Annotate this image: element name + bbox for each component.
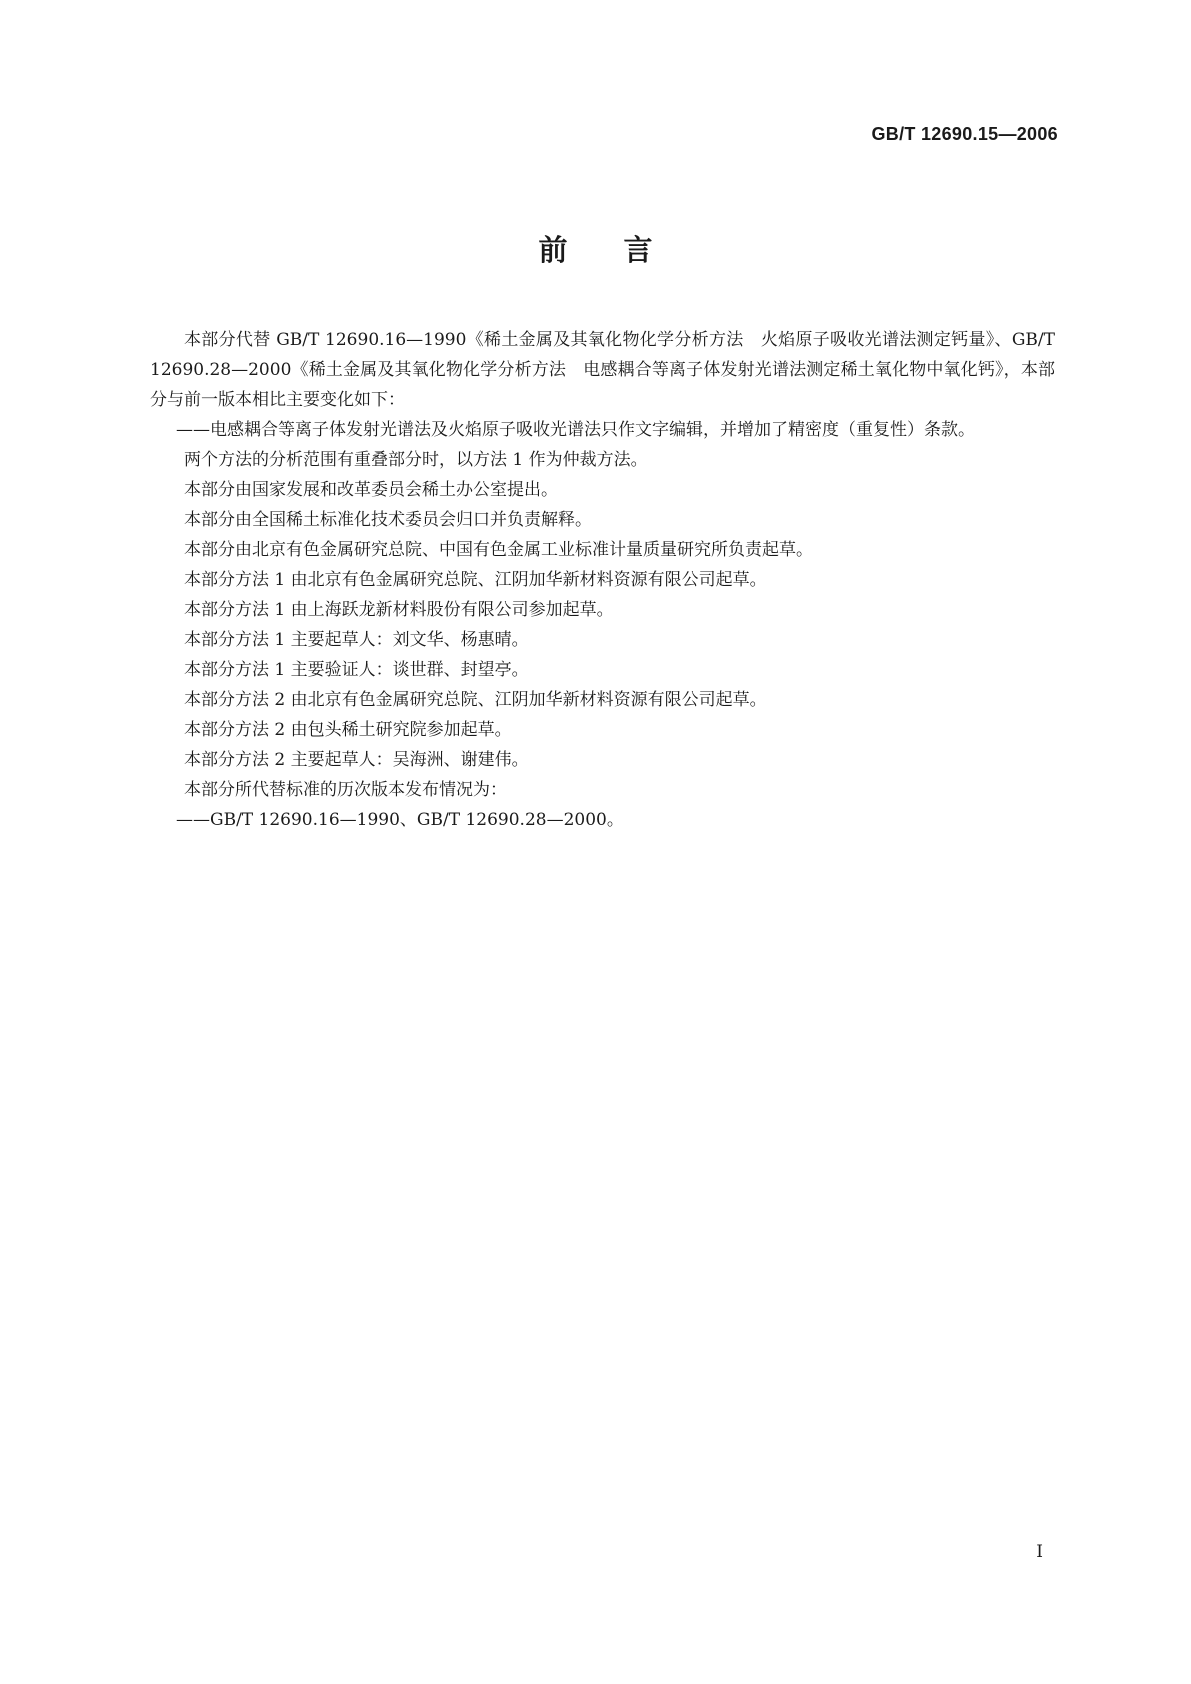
foreword-body bbox=[150, 325, 1055, 835]
standard-number: GB/T 12690.15—2006 bbox=[871, 124, 1058, 144]
interpretation-paragraph: 本部分由全国稀土标准化技术委员会归口并负责解释。 bbox=[184, 510, 592, 530]
method1-drafters-paragraph: 本部分方法 1 主要起草人：刘文华、杨惠晴。 bbox=[184, 630, 529, 650]
method2-drafters-paragraph: 本部分方法 2 主要起草人：吴海洲、谢建伟。 bbox=[184, 750, 529, 770]
page-number: I bbox=[1036, 1542, 1043, 1562]
method1-participant-paragraph: 本部分方法 1 由上海跃龙新材料股份有限公司参加起草。 bbox=[184, 600, 614, 620]
method2-participant-paragraph: 本部分方法 2 由包头稀土研究院参加起草。 bbox=[184, 720, 512, 740]
intro-paragraph: 本部分代替 GB/T 12690.16—1990《稀土金属及其氧化物化学分析方法 火焰原子吸收光谱法测定钙量》、GB/T 12690.28—2000《稀土金属及其氧化物化学分析方法 电感耦合等离子体发射光谱法测定稀土氧化物中氧化钙》，本部分与前一版本相比主要变化如下： bbox=[150, 330, 1055, 410]
method2-drafting-paragraph: 本部分方法 2 由北京有色金属研究总院、江阴加华新材料资源有限公司起草。 bbox=[184, 690, 767, 710]
history-intro-paragraph: 本部分所代替标准的历次版本发布情况为： bbox=[184, 780, 507, 800]
history-list-item: ——GB/T 12690.16—1990、GB/T 12690.28—2000。 bbox=[176, 810, 624, 830]
method1-drafting-paragraph: 本部分方法 1 由北京有色金属研究总院、江阴加华新材料资源有限公司起草。 bbox=[184, 570, 767, 590]
proposer-paragraph: 本部分由国家发展和改革委员会稀土办公室提出。 bbox=[184, 480, 558, 500]
drafting-org-paragraph: 本部分由北京有色金属研究总院、中国有色金属工业标准计量质量研究所负责起草。 bbox=[184, 540, 813, 560]
method1-verifiers-paragraph: 本部分方法 1 主要验证人：谈世群、封望亭。 bbox=[184, 660, 529, 680]
change-list-item: ——电感耦合等离子体发射光谱法及火焰原子吸收光谱法只作文字编辑，并增加了精密度（重复性）条款。 bbox=[176, 420, 975, 440]
page-title: 前言 bbox=[538, 233, 709, 267]
arbitration-paragraph: 两个方法的分析范围有重叠部分时，以方法 1 作为仲裁方法。 bbox=[184, 450, 648, 470]
